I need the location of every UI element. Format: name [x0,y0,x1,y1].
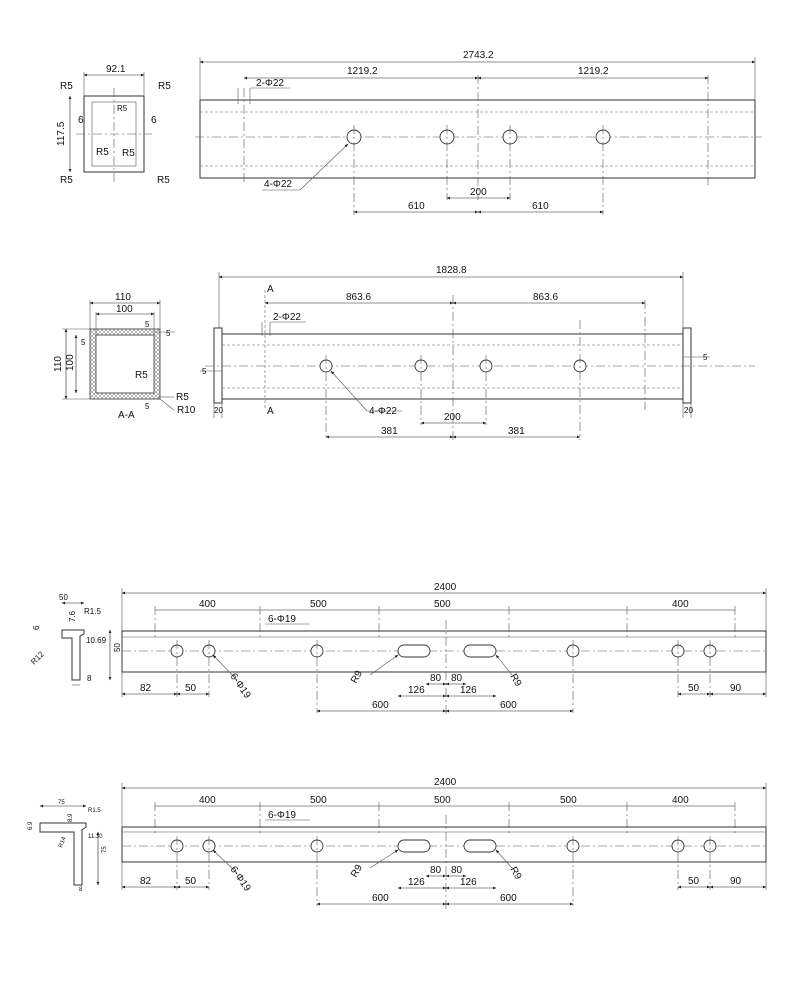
beam3-section [29,593,122,685]
b2-t-bottom: 5 [145,402,150,411]
beam1-section [56,64,171,186]
b4-t: 8.9 [68,813,74,822]
b3-spacing-3: 500 [434,599,451,610]
b3-r-root: R12 [29,649,46,667]
b2-main-holes: 4-Φ22 [369,406,397,417]
b2-t-top: 5 [145,320,150,329]
b3-slot-r-left: R9 [349,668,365,686]
b1-r-bl-inner: R5 [96,147,109,158]
b3-pitch-right: 50 [688,683,700,694]
b3-overall: 2400 [434,582,457,593]
b3-holes-callout: 6-Φ19 [227,671,253,701]
b4-slot-w-right: 126 [460,877,477,888]
beam4-section [28,800,108,893]
b1-side-right: 610 [532,201,549,212]
b4-span-right: 600 [500,893,517,904]
b1-wall-left: 6 [78,115,84,126]
b2-plate-left: 20 [214,406,223,415]
b3-spacing-1: 400 [199,599,216,610]
b4-width: 75 [58,800,65,806]
b3-spacing-5: 400 [672,599,689,610]
beam3-elevation [122,582,766,715]
b3-slot-w-right: 126 [460,685,477,696]
b1-half-left: 1219.2 [347,66,378,77]
b3-end-left: 82 [140,683,152,694]
b1-main-holes: 4-Φ22 [264,179,292,190]
b4-pitch-right: 50 [688,876,700,887]
b4-holes-callout: 6-Φ19 [227,864,253,894]
b3-web: 8 [87,674,92,683]
b4-small-holes: 6-Φ19 [268,810,296,821]
b2-half-right: 863.6 [533,292,559,303]
beam2-elevation [200,265,755,440]
b2-half-left: 863.6 [346,292,372,303]
b1-r-tl: R5 [60,81,73,92]
b2-end-holes: 2-Φ22 [273,312,301,323]
beam2-section [53,292,196,421]
b3-height: 50 [113,643,122,652]
b2-r-outer-b: R10 [177,405,196,416]
b1-r-tr: R5 [158,81,171,92]
b4-spacing-4: 500 [560,795,577,806]
b2-t-left: 5 [81,338,86,347]
b2-height-outer: 110 [53,356,64,372]
b2-inner: 100 [116,304,133,315]
beam4-elevation [122,777,766,910]
b1-side-left: 610 [408,201,425,212]
b3-width: 50 [59,593,68,602]
b1-section-width: 92.1 [106,64,126,75]
b4-spacing-1: 400 [199,795,216,806]
b4-end-left: 82 [140,876,152,887]
b3-spacing-2: 500 [310,599,327,610]
b4-end-right: 90 [730,876,742,887]
b2-cut-top: A [267,284,274,295]
b2-side-right: 381 [508,426,525,437]
b3-span-left: 600 [372,700,389,711]
b2-outer: 110 [115,292,131,303]
b3-pitch-left: 50 [185,683,197,694]
b3-slot-r-right: R9 [507,672,524,689]
b4-height: 75 [102,846,108,853]
b1-half-right: 1219.2 [578,66,609,77]
b4-offset: 11.30 [88,834,103,840]
b4-slot-w-left: 126 [408,877,425,888]
b3-r-small: R1.5 [84,607,101,616]
beam1-elevation [195,50,762,215]
b4-overall: 2400 [434,777,457,788]
b3-flange: 6 [32,625,41,630]
b3-slot-off-right: 80 [451,673,463,684]
b3-small-holes: 6-Φ19 [268,614,296,625]
b4-spacing-2: 500 [310,795,327,806]
b3-end-right: 90 [730,683,742,694]
b2-inset-left: 5 [202,367,207,376]
b1-r-br: R5 [157,175,170,186]
b4-flange: 6.9 [28,821,34,830]
b1-r-br-inner: R5 [122,148,135,159]
b1-r-inner: R5 [117,104,128,113]
b2-plate-right: 20 [684,406,693,415]
b2-center-gap: 200 [444,412,461,423]
b1-r-bl: R5 [60,175,73,186]
b1-section-height: 117.5 [56,121,67,146]
b1-center-gap: 200 [470,187,487,198]
b2-section-label: A-A [118,410,135,421]
b1-wall-right: 6 [151,115,157,126]
b2-cut-bottom: A [267,406,274,417]
b2-r-inner: R5 [135,370,148,381]
b4-slot-r-right: R9 [507,865,524,882]
b4-spacing-3: 500 [434,795,451,806]
b4-web: 8 [79,887,83,893]
b4-pitch-left: 50 [185,876,197,887]
b2-t-right: 5 [166,329,171,338]
b3-slot-off-left: 80 [430,673,442,684]
b2-overall: 1828.8 [436,265,467,276]
b4-slot-off-right: 80 [451,865,463,876]
b3-slot-w-left: 126 [408,685,425,696]
b4-slot-r-left: R9 [349,862,365,880]
b1-overall: 2743.2 [463,50,494,61]
b3-offset: 10.69 [86,636,107,645]
b4-r-small: R1.5 [88,808,101,814]
b2-side-left: 381 [381,426,398,437]
b4-span-left: 600 [372,893,389,904]
b2-r-outer-a: R5 [176,392,189,403]
b1-end-holes: 2-Φ22 [256,78,284,89]
b3-span-right: 600 [500,700,517,711]
b4-r-root: R14 [58,836,68,849]
b3-t: 7.6 [68,610,77,622]
b4-spacing-5: 400 [672,795,689,806]
b2-inset-right: 5 [703,353,708,362]
b4-slot-off-left: 80 [430,865,442,876]
b2-height-inner: 100 [65,354,76,371]
